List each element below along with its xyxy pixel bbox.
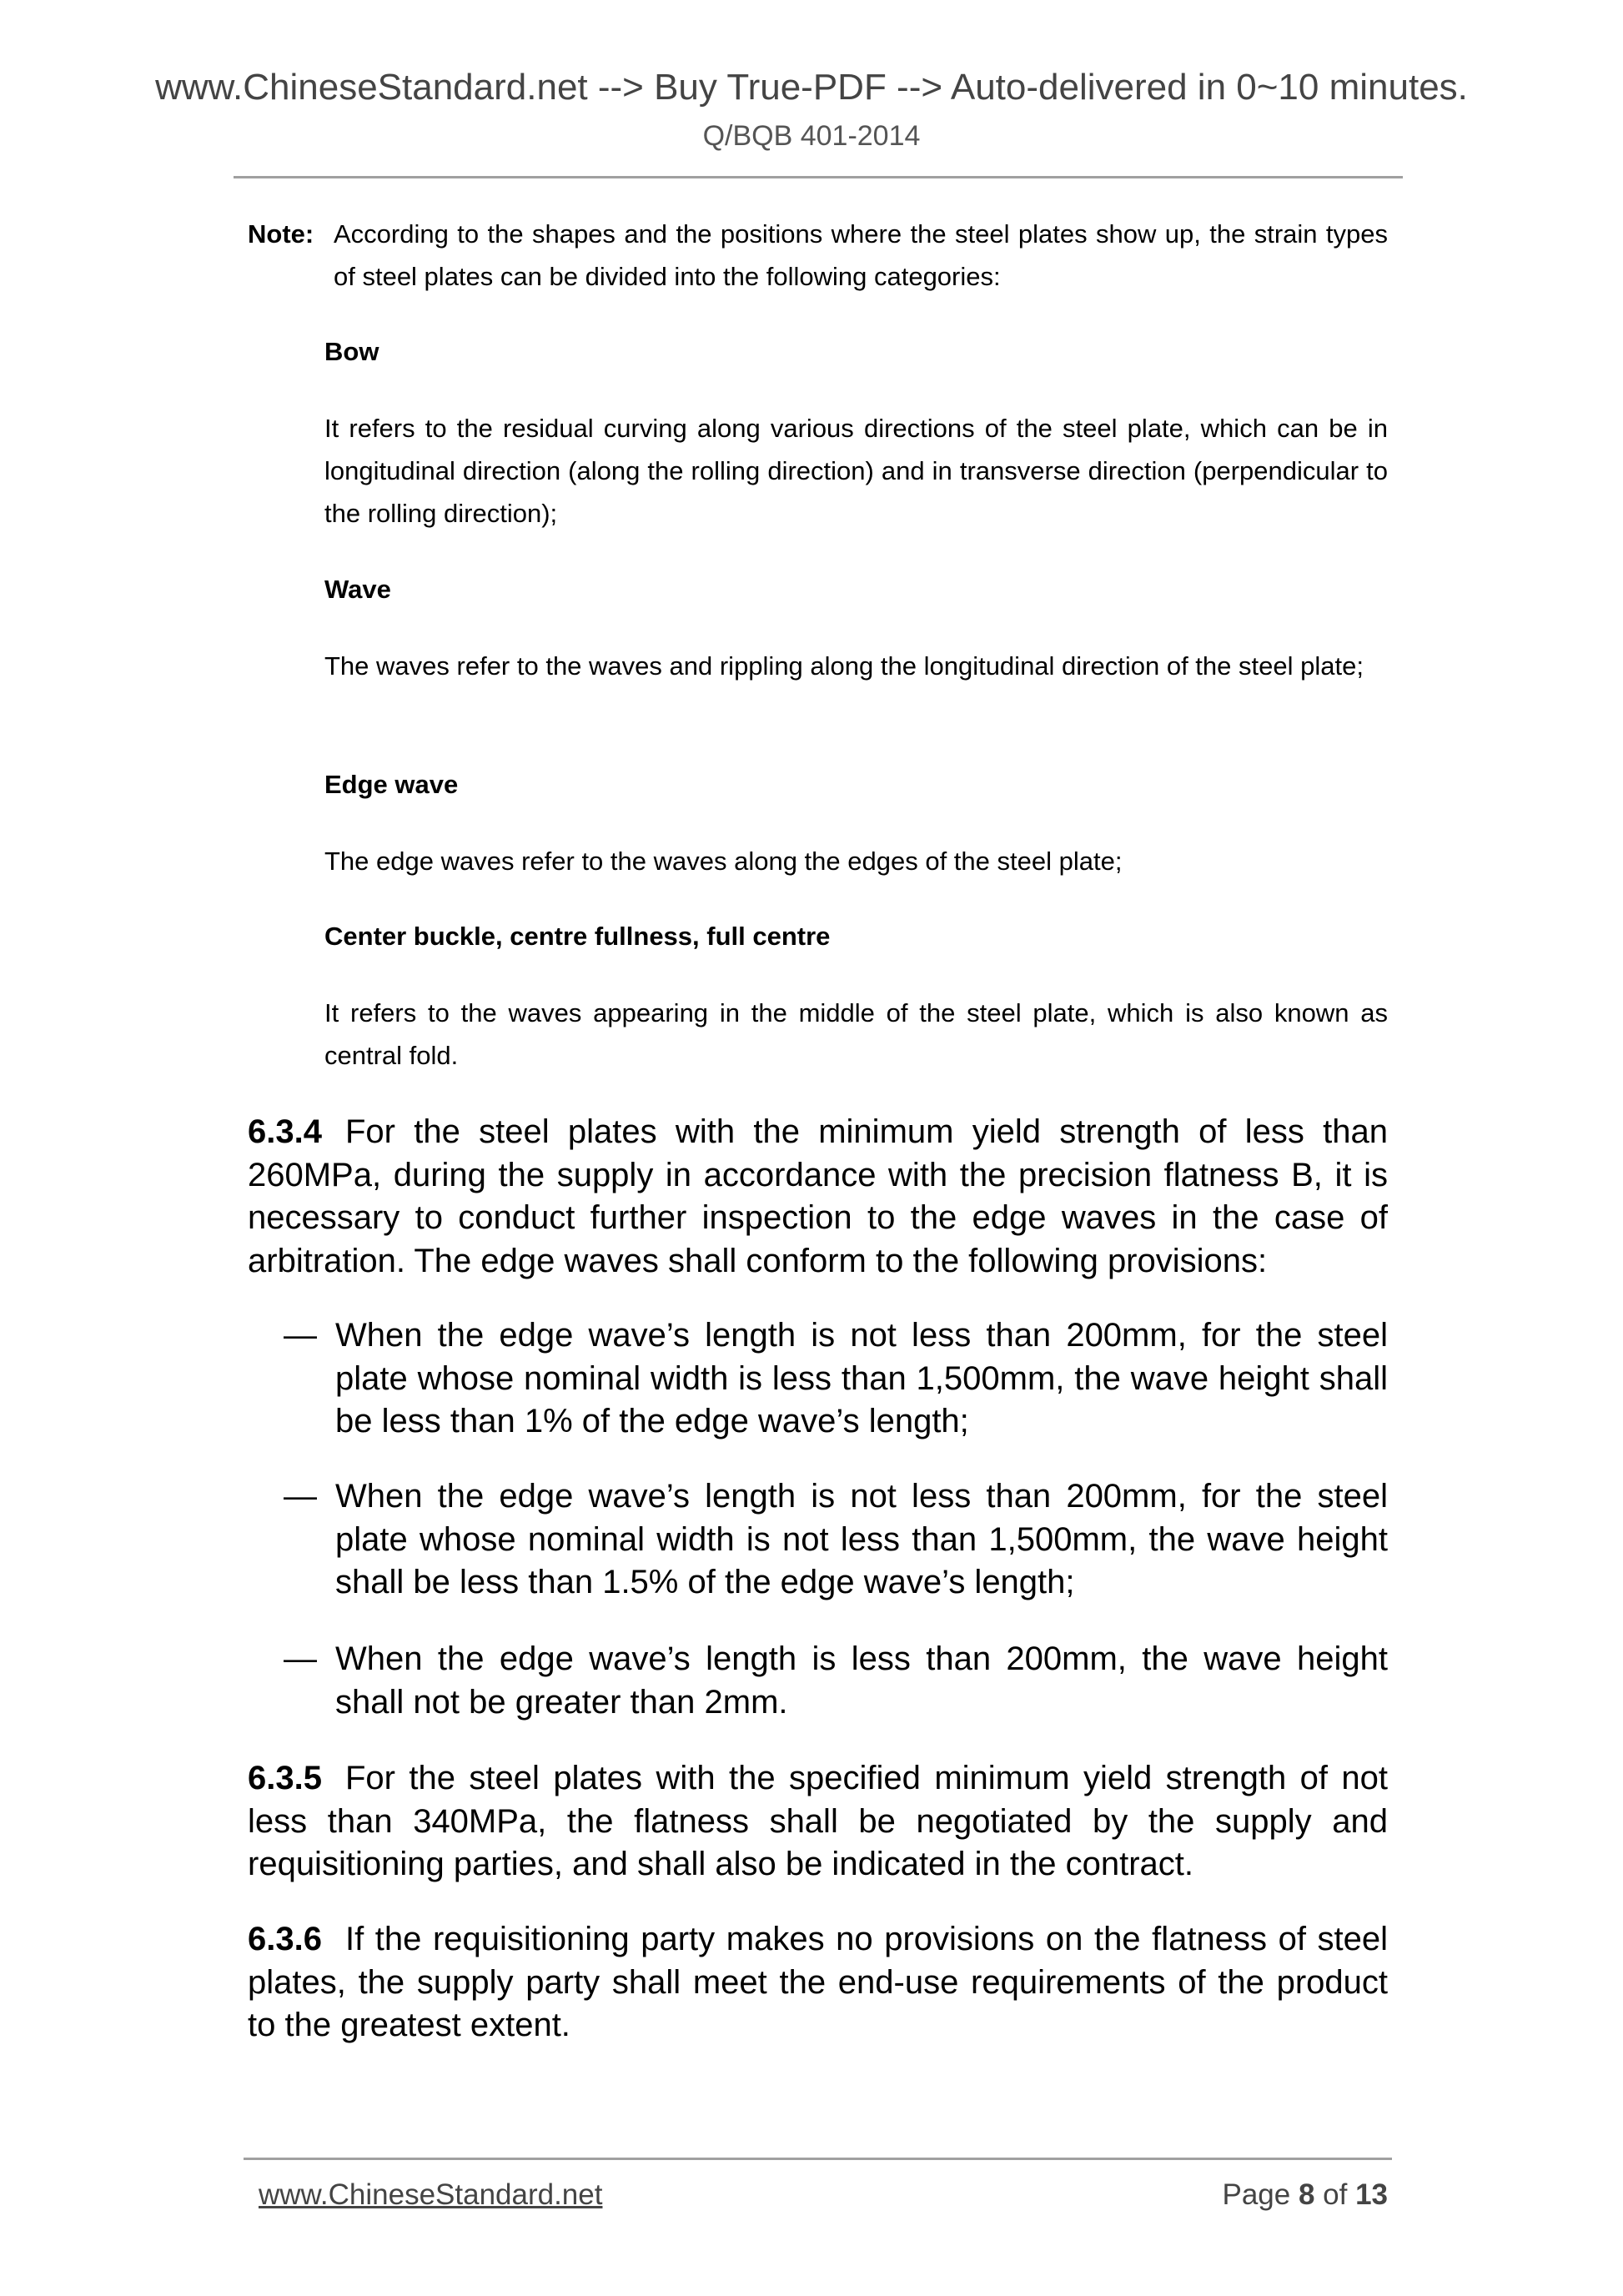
bullet-text: When the edge wave’s length is less than 200mm, the wave height shall not be greater than 2mm. <box>335 1640 1388 1721</box>
header-banner: www.ChineseStandard.net --> Buy True-PDF --> Auto-delivered in 0~10 minutes. <box>155 67 1468 108</box>
page-number <box>1222 2178 1388 2212</box>
clause-number: 6.3.6 <box>248 1921 322 1957</box>
bullet-item <box>284 1475 1388 1605</box>
footer-site-link[interactable]: www.ChineseStandard.net <box>259 2178 603 2211</box>
footer-divider <box>244 2158 1392 2160</box>
note-label: Note: <box>248 219 314 249</box>
definition-wave: The waves refer to the waves and rippling along the longitudinal direction of the steel plate; <box>324 651 1364 681</box>
bullet-text: When the edge wave’s length is not less than 200mm, for the steel plate whose nominal width is less than 1,500mm, the wave height shall be less than 1% of the edge wave’s length; <box>335 1317 1388 1439</box>
clause-text: If the requisitioning party makes no provisions on the flatness of steel plates, the supply party shall meet the end-use requirements of the product to the greatest extent. <box>248 1921 1388 2043</box>
definition-bow: It refers to the residual curving along various directions of the steel plate, which can be in longitudinal direction (along the rolling direction) and in transverse direction (perpendicular to the rolling direction); <box>324 414 1388 528</box>
note <box>248 213 1388 298</box>
clause-6-3-6 <box>248 1918 1388 2047</box>
current-page: 8 <box>1298 2178 1315 2211</box>
clause-6-3-5 <box>248 1757 1388 1887</box>
header-divider <box>234 176 1403 178</box>
document-id: Q/BQB 401-2014 <box>702 120 921 152</box>
page-prefix: Page <box>1222 2178 1299 2211</box>
dash-marker: — <box>284 1317 317 1354</box>
clause-number: 6.3.5 <box>248 1760 322 1796</box>
term-bow: Bow <box>324 337 379 366</box>
page-of: of <box>1314 2178 1356 2211</box>
bullet-item <box>284 1638 1388 1724</box>
term-edge-wave: Edge wave <box>324 770 459 799</box>
clause-6-3-4 <box>248 1111 1388 1283</box>
dash-marker: — <box>284 1478 317 1515</box>
clause-text: For the steel plates with the minimum yield strength of less than 260MPa, during the supply in accordance with the precision flatness B, it is necessary to conduct further inspection to the edge waves in the case of arbitration. The edge waves shall conform to the following provisions: <box>248 1113 1388 1279</box>
bullet-item <box>284 1314 1388 1444</box>
total-pages: 13 <box>1355 2178 1388 2211</box>
note-text: According to the shapes and the positions where the steel plates show up, the strain types of steel plates can be divided into the following categories: <box>334 219 1388 291</box>
clause-number: 6.3.4 <box>248 1113 322 1150</box>
definition-edge-wave: The edge waves refer to the waves along the edges of the steel plate; <box>324 847 1123 876</box>
bullet-text: When the edge wave’s length is not less than 200mm, for the steel plate whose nominal width is not less than 1,500mm, the wave height shall be less than 1.5% of the edge wave’s length; <box>335 1478 1388 1600</box>
dash-marker: — <box>284 1640 317 1677</box>
term-wave: Wave <box>324 575 391 604</box>
clause-text: For the steel plates with the specified minimum yield strength of not less than 340MPa, the flatness shall be negotiated by the supply and requisitioning parties, and shall also be indicated in the contract. <box>248 1760 1388 1882</box>
definition-center-buckle: It refers to the waves appearing in the middle of the steel plate, which is also known as central fold. <box>324 998 1388 1070</box>
term-center-buckle: Center buckle, centre fullness, full centre <box>324 922 831 951</box>
